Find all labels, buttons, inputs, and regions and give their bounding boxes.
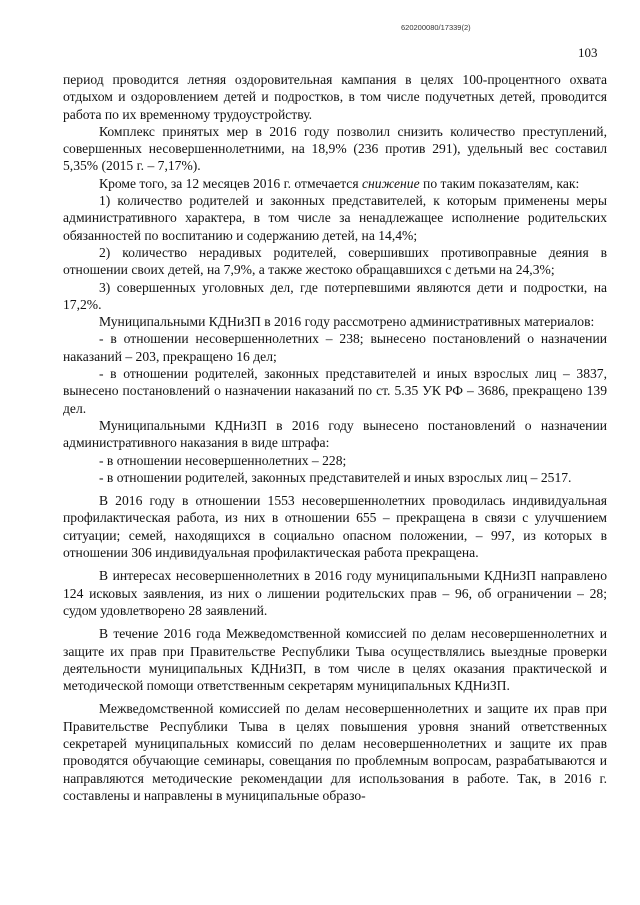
paragraph: В интересах несовершеннолетних в 2016 году муниципальными КДНиЗП направлено 124 исковых заявления, из них о лишении родительских прав – 96, об ограничении – 28; судом удовлетворено 28 заявлений. [63,568,607,618]
paragraph-text: Кроме того, за 12 месяцев 2016 г. отмечается [99,175,362,191]
paragraph: Муниципальными КДНиЗП в 2016 году вынесено постановлений о назначении административного наказания в виде штрафа: [63,417,607,451]
list-item: - в отношении родителей, законных представителей и иных взрослых лиц – 3837, вынесено постановлений о назначении наказаний по ст. 5.35 УК РФ – 3686, прекращено 139 дел. [63,366,607,416]
list-item: 2) количество нерадивых родителей, совершивших противоправные деяния в отношении своих детей, на 7,9%, а также жестоко обращавшихся с детьми на 24,3%; [63,244,607,278]
emphasized-word: снижение [361,175,420,191]
list-item: - в отношении несовершеннолетних – 238; вынесено постановлений о назначении наказаний – 203, прекращено 16 дел; [63,331,607,364]
list-item: 1) количество родителей и законных представителей, к которым применены меры административного характера, в том числе за ненадлежащее исполнение родительских обязанностей по воспитанию и содержанию детей, на 14,4%; [63,193,607,243]
body-text [63,71,607,804]
paragraph: Муниципальными КДНиЗП в 2016 году рассмотрено административных материалов: [99,314,595,330]
paragraph: Комплекс принятых мер в 2016 году позволил снизить количество преступлений, совершенных несовершеннолетними, на 18,9% (236 против 291), удельный вес составил 5,35% (2015 г. – 7,17%). [63,123,607,174]
paragraph: В 2016 году в отношении 1553 несовершеннолетних проводилась индивидуальная профилактическая работа, из них в отношении 655 – прекращена в связи с улучшением ситуации; семей, находящихся в социально опасном положении, – 997, из которых в отношении 306 индивидуальная профилактическая работа прекращена. [63,493,607,561]
paragraph: В течение 2016 года Межведомственной комиссией по делам несовершеннолетних и защите их прав при Правительстве Республики Тыва осуществлялись выездные проверки деятельности муниципальных КДНиЗП, в том числе в целях оказания практической и методической помощи ответственным секретарям муниципальных КДНиЗП. [63,626,607,694]
paragraph-text: по таким показателям, как: [419,175,580,191]
list-item: - в отношении несовершеннолетних – 228; [99,452,347,468]
page-number: 103 [578,45,598,60]
list-item: - в отношении родителей, законных представителей и иных взрослых лиц – 2517. [99,469,572,485]
paragraph [63,175,607,192]
paragraph: период проводится летняя оздоровительная кампания в целях 100-процентного охвата отдыхом и оздоровлением детей и подростков, в том числе подучетных детей, проводится работа по их временному трудоустройству. [63,72,607,122]
paragraph: Межведомственной комиссией по делам несовершеннолетних и защите их прав при Правительстве Республики Тыва в целях повышения уровня знаний ответственных секретарей муниципальных комиссий по делам несовершеннолетних и защите их прав проводятся обучающие семинары, совещания по проблемным вопросам, разрабатываются и направляются методические рекомендации для использования в работе. Так, в 2016 г. составлены и направлены в муниципальные образо- [63,701,607,803]
document-code: 620200080/17339(2) [401,23,471,32]
list-item: 3) совершенных уголовных дел, где потерпевшими являются дети и подростки, на 17,2%. [63,279,607,312]
